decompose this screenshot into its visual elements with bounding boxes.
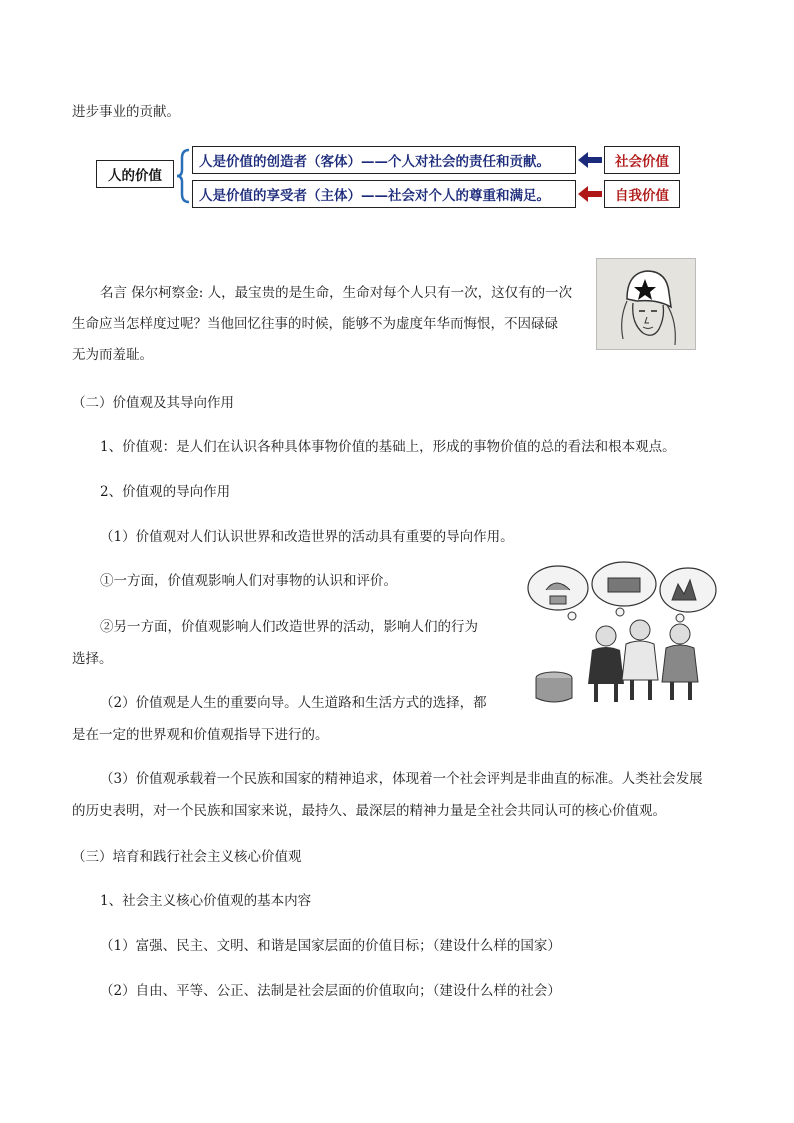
paragraph: ①一方面，价值观影响人们对事物的认识和评价。 — [100, 573, 397, 589]
paragraph: 2、价值观的导向作用 — [100, 484, 231, 500]
portrait-image — [596, 258, 696, 350]
section-heading-3: （三）培育和践行社会主义核心价值观 — [72, 849, 302, 865]
paragraph: （1）富强、民主、文明、和谐是国家层面的价值目标；（建设什么样的国家） — [100, 938, 561, 954]
paragraph: 1、社会主义核心价值观的基本内容 — [100, 893, 312, 909]
diagram-row-creator: 人是价值的创造者（客体）——个人对社会的责任和贡献。 — [192, 146, 576, 174]
paragraph: ②另一方面，价值观影响人们改造世界的活动，影响人们的行为 — [100, 619, 478, 635]
cartoon-sketch-icon — [520, 560, 720, 708]
section-heading-2: （二）价值观及其导向作用 — [72, 395, 234, 411]
portrait-sketch-icon — [597, 259, 695, 349]
paragraph: 的历史表明，对一个民族和国家来说，最持久、最深层的精神力量是全社会共同认可的核心价值观。 — [72, 803, 666, 819]
arrow-left-icon — [578, 150, 604, 170]
quote-line-3: 无为而羞耻。 — [72, 347, 153, 363]
tag-self-value: 自我价值 — [604, 180, 680, 208]
diagram-row-enjoyer: 人是价值的享受者（主体）——社会对个人的尊重和满足。 — [192, 180, 576, 208]
paragraph: 1、价值观：是人们在认识各种具体事物价值的基础上，形成的事物价值的总的看法和根本观点。 — [100, 439, 676, 455]
paragraph: 是在一定的世界观和价值观指导下进行的。 — [72, 727, 329, 743]
continued-text: 进步事业的贡献。 — [72, 104, 180, 120]
paragraph: （3）价值观承载着一个民族和国家的精神追求，体现着一个社会评判是非曲直的标准。人类社会发展 — [100, 771, 703, 787]
diagram-root: 人的价值 — [96, 160, 174, 188]
tag-social-value: 社会价值 — [604, 146, 680, 174]
arrow-left-icon — [578, 184, 604, 204]
paragraph: 选择。 — [72, 651, 113, 667]
cartoon-image — [520, 560, 720, 708]
paragraph: （2）自由、平等、公正、法制是社会层面的价值取向；（建设什么样的社会） — [100, 983, 561, 999]
paragraph: （1）价值观对人们认识世界和改造世界的活动具有重要的导向作用。 — [100, 529, 514, 545]
quote-line-2: 生命应当怎样度过呢？当他回忆往事的时候，能够不为虚度年华而悔恨，不因碌碌 — [72, 316, 558, 332]
brace-icon — [176, 148, 192, 204]
quote-line-1: 名言 保尔柯察金: 人，最宝贵的是生命，生命对每个人只有一次，这仅有的一次 — [100, 285, 573, 301]
paragraph: （2）价值观是人生的重要向导。人生道路和生活方式的选择，都 — [100, 695, 487, 711]
